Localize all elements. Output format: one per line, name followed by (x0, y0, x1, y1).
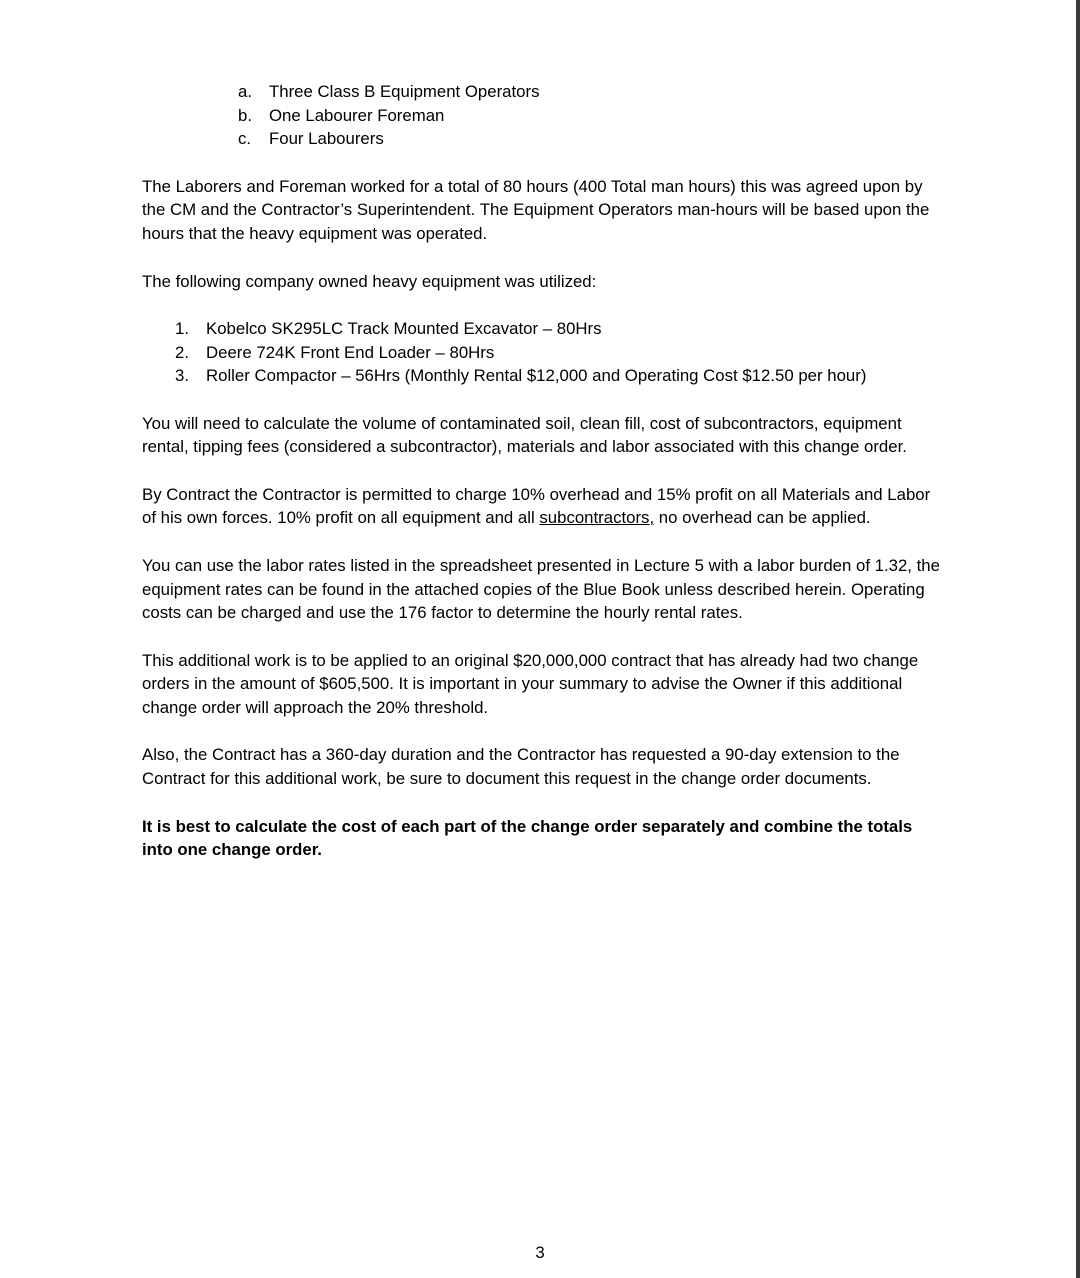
paragraph-extension: Also, the Contract has a 360-day duration and the Contractor has requested a 90-day extension to the Contract for this additional work, be sure to document this request in the change order documents. (142, 745, 900, 789)
list-item-text: Three Class B Equipment Operators (269, 82, 540, 101)
list-item (142, 80, 942, 104)
equipment-list (142, 317, 942, 388)
list-marker: c. (238, 129, 252, 149)
list-item (142, 341, 942, 365)
page-number: 3 (535, 1243, 545, 1262)
list-item-text: Four Labourers (269, 129, 384, 149)
list-item-text: Roller Compactor – 56Hrs (Monthly Rental $12,000 and Operating Cost $12.50 per hour) (206, 366, 867, 386)
contract-terms-text-2: no overhead can be applied. (654, 508, 871, 528)
list-marker: b. (238, 105, 252, 125)
page-edge (1076, 0, 1080, 1278)
list-item (142, 127, 942, 151)
subcontractors-underlined: subcontractors, (539, 508, 655, 528)
list-marker: 3. (175, 366, 189, 386)
list-item-text: One Labourer Foreman (269, 105, 445, 125)
paragraph-threshold: This additional work is to be applied to an original $20,000,000 contract that has already had two change orders in the amount of $605,500. It is important in your summary to advise the Owner if this additional change order will approach the 20% threshold. (142, 650, 919, 718)
paragraph-equipment-intro: The following company owned heavy equipment was utilized: (142, 271, 597, 291)
list-marker: 2. (175, 342, 189, 362)
paragraph-contract-terms (142, 483, 942, 530)
list-item (142, 317, 942, 341)
list-item-text: Deere 724K Front End Loader – 80Hrs (206, 342, 495, 362)
paragraph-calculate: You will need to calculate the volume of contaminated soil, clean fill, cost of subcontractors, equipment rental, tipping fees (considered a subcontractor), materials and labor associated with this change order. (142, 413, 907, 457)
list-marker: 1. (175, 318, 189, 338)
paragraph-bold-note: It is best to calculate the cost of each part of the change order separately and combine the totals into one change order. (142, 816, 913, 860)
paragraph-laborers: The Laborers and Foreman worked for a total of 80 hours (400 Total man hours) this was agreed upon by the CM and the Contractor’s Superintendent. The Equipment Operators man-hours will be based upon the hours that the heavy equipment was operated. (142, 176, 930, 244)
list-item (142, 104, 942, 128)
list-marker: a. (238, 82, 252, 101)
crew-list (142, 80, 942, 151)
list-item-text: Kobelco SK295LC Track Mounted Excavator – 80Hrs (206, 318, 602, 338)
list-item (142, 364, 942, 388)
paragraph-rates: You can use the labor rates listed in the spreadsheet presented in Lecture 5 with a labor burden of 1.32, the equipment rates can be found in the attached copies of the Blue Book unless described herein. Operating costs can be charged and use the 176 factor to determine the hourly rental rates. (142, 555, 940, 623)
document-body (142, 80, 942, 886)
contract-terms-text-1: By Contract the Contractor is permitted to charge 10% overhead and 15% profit on all Materials and Labor of his own forces. 10% profit on all equipment and all (142, 484, 931, 528)
